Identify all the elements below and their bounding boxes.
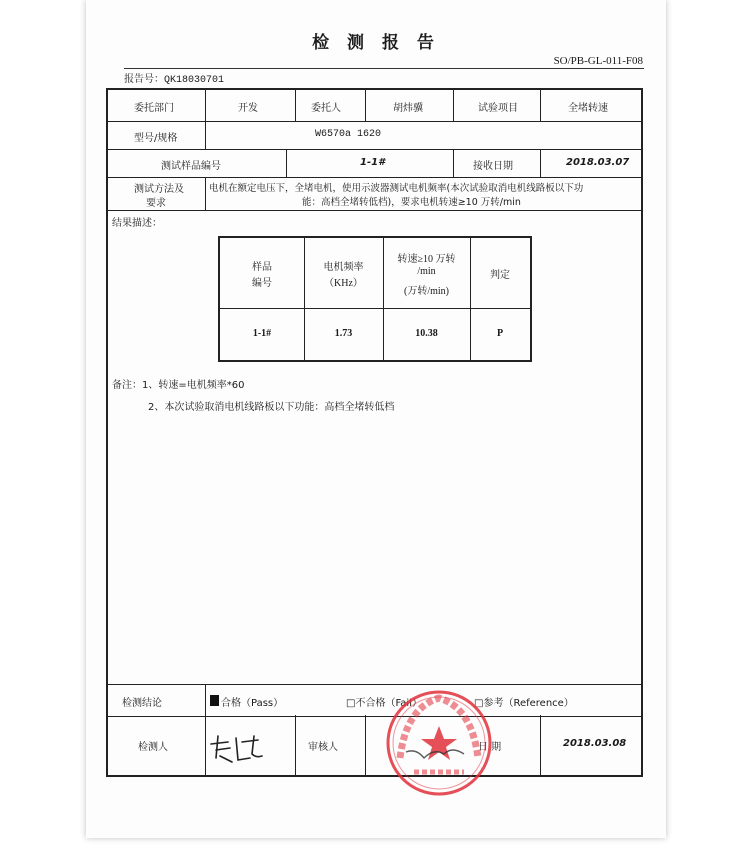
tester-signature <box>206 728 266 768</box>
company-stamp <box>384 688 494 798</box>
report-page <box>86 0 666 838</box>
test-item-value: 全堵转速 <box>568 103 608 114</box>
client-dept-value: 开发 <box>238 103 258 114</box>
conclusion-label: 检测结论 <box>122 698 162 709</box>
header-verdict: 判定 <box>490 270 510 281</box>
client-dept-label: 委托部门 <box>134 103 174 114</box>
reviewer-label: 审核人 <box>308 742 338 753</box>
cell-sample: 1-1# <box>252 328 272 339</box>
method-label-2: 要求 <box>146 198 166 209</box>
results-label: 结果描述： <box>112 218 162 229</box>
model-label: 型号/规格 <box>134 133 178 144</box>
header-speed-2: /min <box>417 266 436 277</box>
sample-no-value: 1-1# <box>360 157 386 168</box>
receive-date-label: 接收日期 <box>473 161 513 172</box>
client-value: 胡炜骥 <box>393 103 423 114</box>
header-freq-2: （KHz） <box>324 278 363 289</box>
header-speed-1: 转速≥10 万转 <box>397 254 456 265</box>
row-model <box>108 121 641 150</box>
method-text-2: 能：高档全堵转低档)，要求电机转速≥10 万转/min <box>302 197 521 208</box>
header-sample-2: 编号 <box>252 278 272 289</box>
method-label-1: 测试方法及 <box>134 184 184 195</box>
note-2: 2、本次试验取消电机线路板以下功能：高档全堵转低档 <box>148 402 395 413</box>
row-sample <box>108 149 641 178</box>
report-title: 检 测 报 告 <box>312 33 440 53</box>
model-value: W6570a 1620 <box>315 129 382 140</box>
note-1: 备注：1、转速=电机频率*60 <box>112 380 245 391</box>
date-label: 日 期 <box>478 742 502 753</box>
header-freq-1: 电机频率 <box>323 262 364 273</box>
sample-no-label: 测试样品编号 <box>161 161 221 172</box>
fail-option: □不合格（Fail） <box>346 698 422 709</box>
cell-freq: 1.73 <box>334 328 353 339</box>
report-number: 报告号：QK18030701 <box>124 75 225 86</box>
pass-checkbox-filled <box>210 695 219 706</box>
reference-option: □参考（Reference） <box>474 698 574 709</box>
row-signatures <box>108 715 641 775</box>
pass-option: 合格（Pass） <box>221 698 284 709</box>
receive-date-value: 2018.03.07 <box>566 157 630 168</box>
date-value: 2018.03.08 <box>563 738 627 749</box>
cell-speed: 10.38 <box>415 328 438 339</box>
doc-code: SO/PB-GL-011-F08 <box>553 55 643 67</box>
header-rule <box>124 68 644 69</box>
method-text-1: 电机在额定电压下，全堵电机，使用示波器测试电机频率(本次试验取消电机线路板以下功 <box>209 183 584 194</box>
client-label: 委托人 <box>311 103 341 114</box>
test-item-label: 试验项目 <box>478 103 518 114</box>
tester-label: 检测人 <box>138 742 168 753</box>
row-method <box>108 177 641 211</box>
header-speed-3: (万转/min) <box>404 286 449 297</box>
row-conclusion <box>108 684 641 717</box>
results-table <box>218 236 532 362</box>
report-table <box>106 88 643 777</box>
row-client <box>108 90 641 122</box>
header-sample-1: 样品 <box>252 262 272 273</box>
cell-verdict: P <box>496 328 504 339</box>
